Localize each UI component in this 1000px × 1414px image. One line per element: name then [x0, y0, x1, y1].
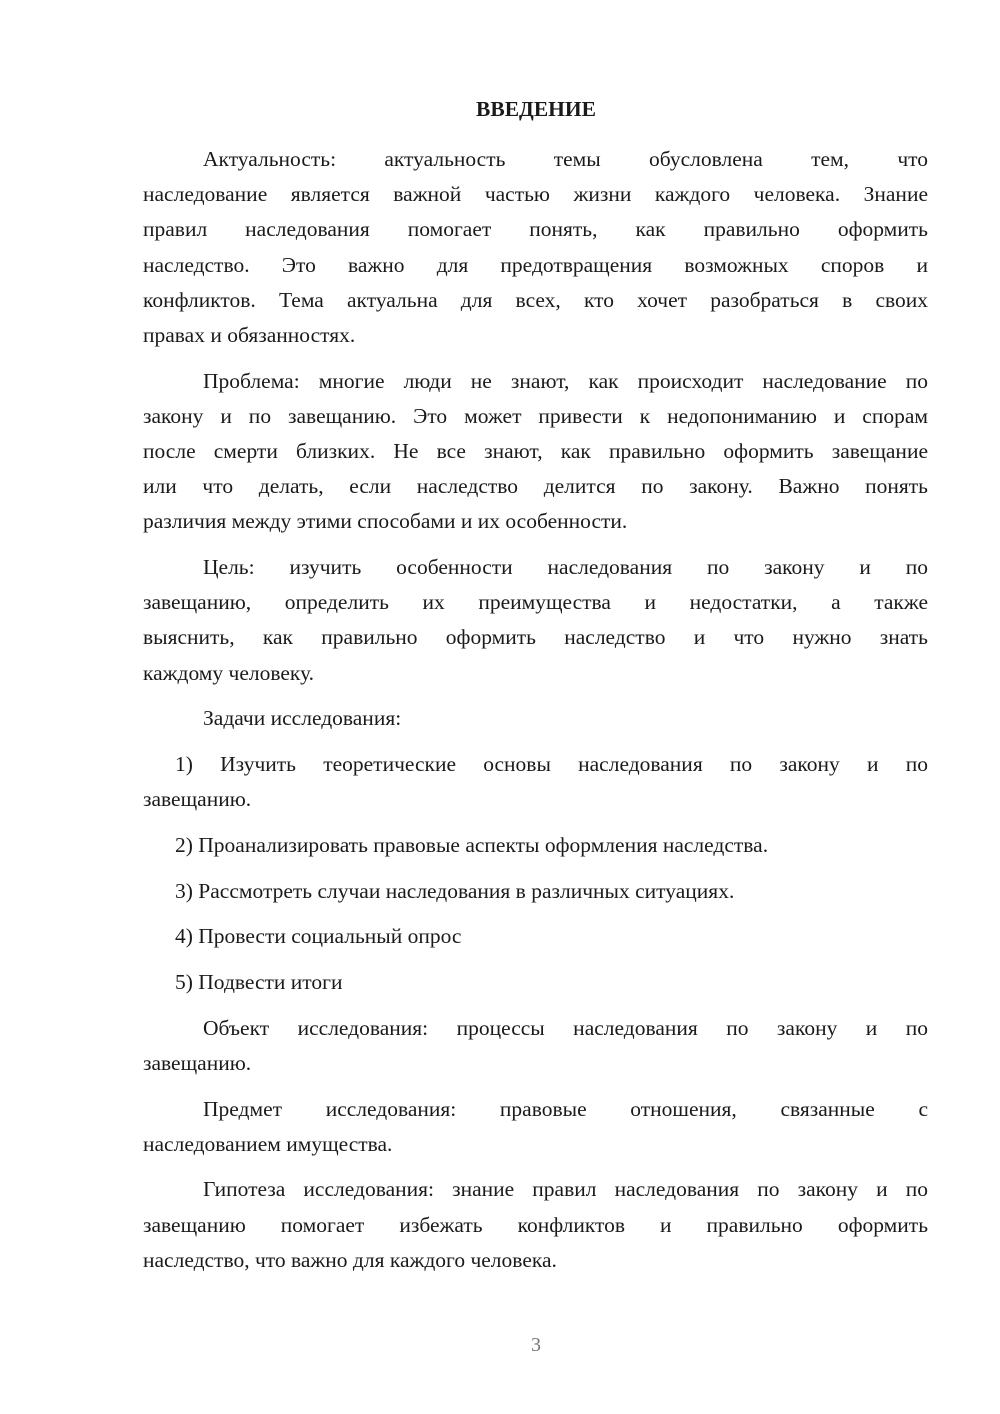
text-line: Задачи исследования: — [203, 706, 402, 731]
task-item — [143, 919, 928, 954]
text-line: после смерти близких. Не все знают, как правильно оформить завещание — [143, 439, 928, 463]
text-line: или что делать, если наследство делится по закону. Важно понять — [143, 474, 928, 499]
text-line: наследованием имущества. — [143, 1131, 393, 1156]
tasks-heading — [143, 701, 928, 736]
text-line: завещанию. — [143, 787, 252, 812]
subject-paragraph — [143, 1092, 928, 1162]
task-item — [143, 747, 928, 817]
text-line: правах и обязанностях. — [143, 322, 356, 347]
text-line: Цель: изучить особенности наследования по закону и по — [203, 555, 928, 580]
text-line: наследство, что важно для каждого человека. — [143, 1247, 557, 1272]
text-line: завещанию помогает избежать конфликтов и правильно оформить — [143, 1212, 928, 1237]
text-line: Гипотеза исследования: знание правил наследования по закону и по — [203, 1177, 928, 1202]
task-item — [143, 828, 928, 863]
task-item — [143, 965, 928, 1000]
text-line: конфликтов. Тема актуальна для всех, кто хочет разобраться в своих — [143, 287, 928, 312]
text-line: каждому человеку. — [143, 660, 315, 685]
object-paragraph — [143, 1011, 928, 1081]
text-line: закону и по завещанию. Это может привести к недопониманию и спорам — [143, 403, 928, 428]
text-line: Предмет исследования: правовые отношения, связанные с — [203, 1096, 928, 1121]
problem-paragraph — [143, 364, 928, 540]
text-line: 3) Рассмотреть случаи наследования в различных ситуациях. — [175, 878, 735, 903]
document-body — [143, 142, 928, 1288]
text-line: Объект исследования: процессы наследования по закону и по — [203, 1015, 928, 1040]
text-line: 1) Изучить теоретические основы наследования по закону и по — [175, 752, 928, 776]
hypothesis-paragraph — [143, 1172, 928, 1278]
text-line: наследство. Это важно для предотвращения возможных споров и — [143, 252, 928, 277]
text-line: правил наследования помогает понять, как правильно оформить — [143, 217, 928, 242]
text-line: наследование является важной частью жизни каждого человека. Знание — [143, 182, 928, 207]
text-line: различия между этими способами и их особенности. — [143, 509, 628, 534]
text-line: Актуальность: актуальность темы обусловлена тем, что — [203, 147, 928, 171]
text-line: Проблема: многие люди не знают, как происходит наследование по — [203, 368, 928, 393]
text-line: 2) Проанализировать правовые аспекты оформления наследства. — [175, 832, 769, 857]
relevance-paragraph — [143, 142, 928, 353]
text-line: 5) Подвести итоги — [175, 969, 343, 994]
page-title: ВВЕДЕНИЕ — [476, 97, 596, 121]
text-line: завещанию, определить их преимущества и недостатки, а также — [143, 590, 928, 615]
text-line: выяснить, как правильно оформить наследство и что нужно знать — [143, 625, 928, 650]
page-number: 3 — [531, 1334, 541, 1356]
goal-paragraph — [143, 550, 928, 691]
text-line: завещанию. — [143, 1050, 252, 1075]
text-line: 4) Провести социальный опрос — [175, 924, 462, 949]
task-item — [143, 874, 928, 909]
